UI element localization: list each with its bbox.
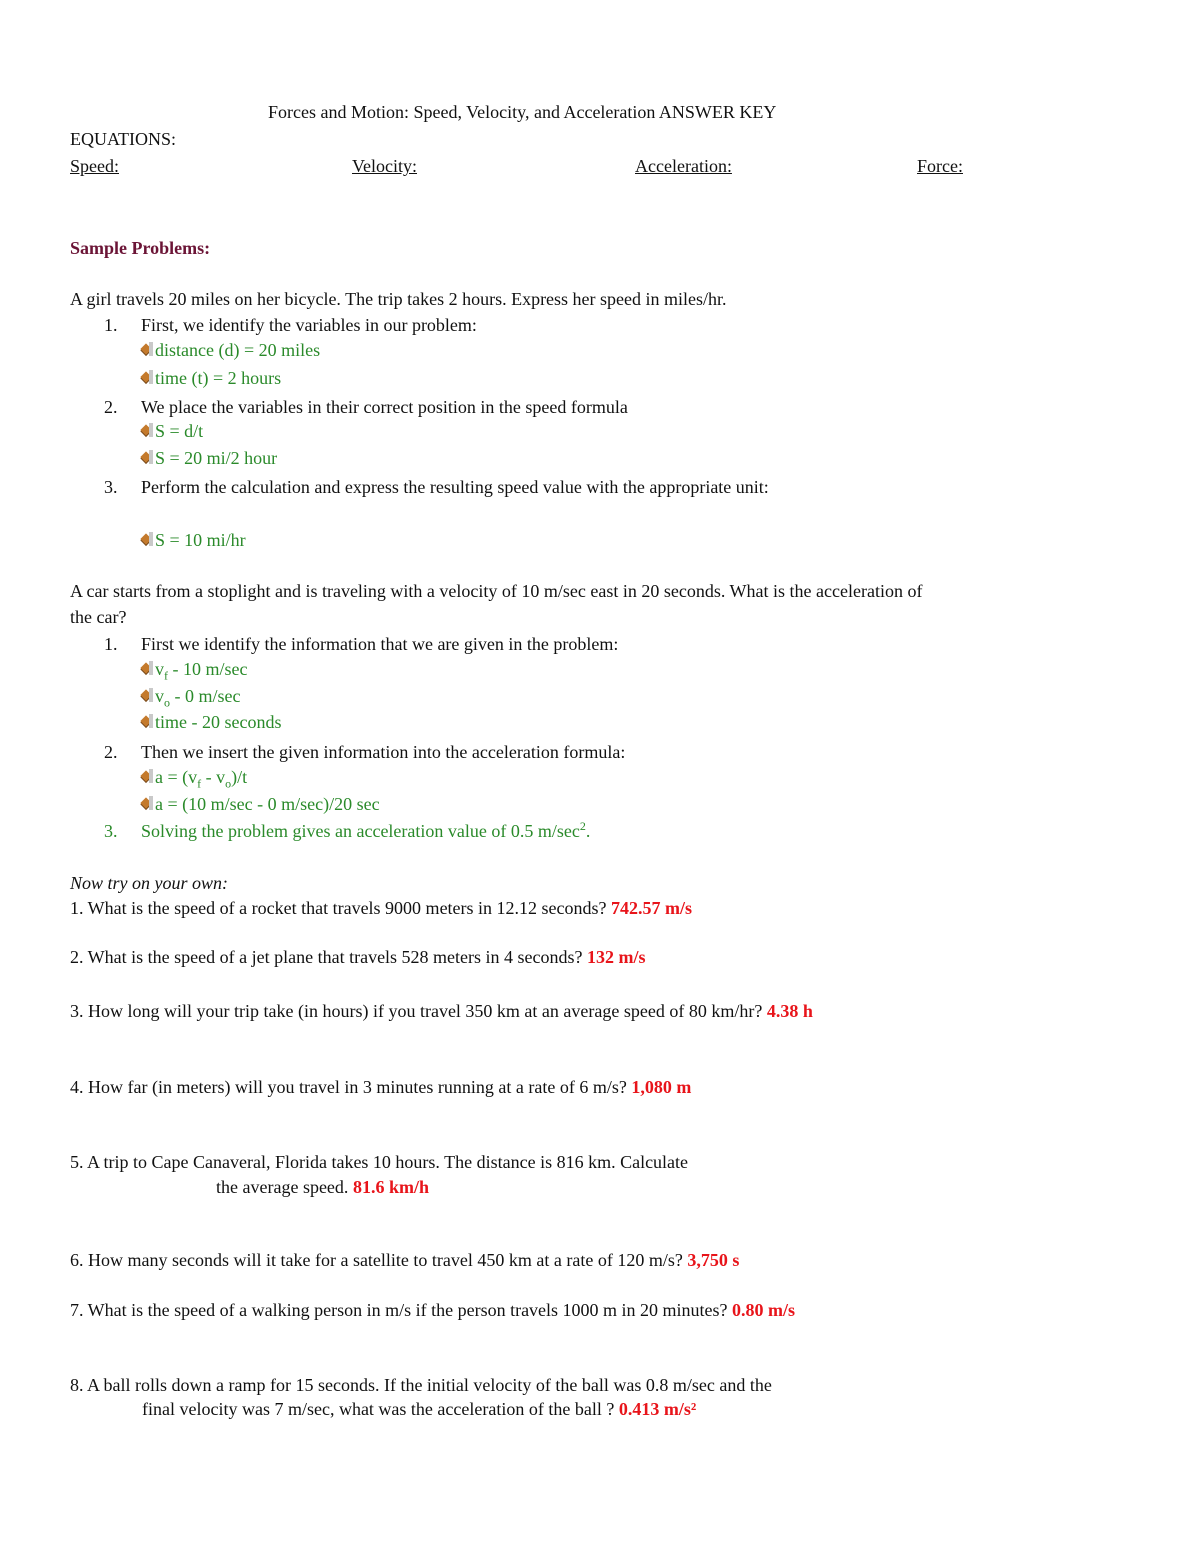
problem1-bullet-formula: S = d/t (142, 421, 203, 442)
problem1-step2: We place the variables in their correct position in the speed formula (141, 397, 628, 417)
problem1-step3: Perform the calculation and express the resulting speed value with the appropriate unit: (141, 477, 769, 497)
problem1-text: A girl travels 20 miles on her bicycle. The trip takes 2 hours. Express her speed in miles/hr. (70, 289, 727, 309)
diamond-bullet-icon (142, 534, 153, 545)
problem2-step1: First we identify the information that we are given in the problem: (141, 634, 619, 654)
problem1-step3-number: 3. (104, 477, 118, 497)
equation-force-label: Force: (917, 156, 963, 176)
answer-2: 132 m/s (587, 947, 646, 967)
problem2-bullet-time: time - 20 seconds (142, 712, 281, 733)
problem2-step3-number: 3. (104, 821, 118, 841)
diamond-bullet-icon (142, 716, 153, 727)
problem2-bullet-substitution: a = (10 m/sec - 0 m/sec)/20 sec (142, 794, 380, 815)
diamond-bullet-icon (142, 798, 153, 809)
answer-4: 1,080 m (631, 1077, 692, 1097)
question-5-line1: 5. A trip to Cape Canaveral, Florida takes 10 hours. The distance is 816 km. Calculate (70, 1152, 689, 1172)
sample-problems-heading: Sample Problems: (70, 238, 211, 258)
question-6: 6. How many seconds will it take for a satellite to travel 450 km at a rate of 120 m/s? 3,750 s (70, 1250, 740, 1270)
problem1-step1-number: 1. (104, 315, 118, 335)
diamond-bullet-icon (142, 690, 153, 701)
question-4: 4. How far (in meters) will you travel in 3 minutes running at a rate of 6 m/s? 1,080 m (70, 1077, 692, 1097)
question-8-line2: final velocity was 7 m/sec, what was the acceleration of the ball ? 0.413 m/s² (142, 1399, 697, 1419)
problem1-bullet-time: time (t) = 2 hours (142, 368, 281, 389)
problem2-text-line2: the car? (70, 607, 127, 627)
problem2-step3: Solving the problem gives an acceleration value of 0.5 $m/\sec^2$. (141, 819, 591, 841)
problem2-bullet-vf: $v_f - 10$ m/sec (142, 659, 247, 680)
problem2-step2-number: 2. (104, 742, 118, 762)
answer-7: 0.80 m/s (732, 1300, 796, 1320)
diamond-bullet-icon (142, 425, 153, 436)
answer-6: 3,750 s (687, 1250, 740, 1270)
question-8-line1: 8. A ball rolls down a ramp for 15 seconds. If the initial velocity of the ball was 0.8 m/sec and the (70, 1375, 772, 1395)
answer-5: 81.6 km/h (352, 1177, 429, 1197)
practice-heading: Now try on your own: (70, 873, 229, 893)
question-3: 3. How long will your trip take (in hours) if you travel 350 km at an average speed of 80 km/hr? 4.38 h (70, 1001, 813, 1021)
diamond-bullet-icon (142, 771, 153, 782)
diamond-bullet-icon (142, 452, 153, 463)
problem2-step1-number: 1. (104, 634, 118, 654)
diamond-bullet-icon (142, 344, 153, 355)
equation-acceleration-label: Acceleration: (635, 156, 732, 176)
problem1-bullet-substitution: S = 20 mi/2 hour (142, 448, 277, 469)
problem2-step2: Then we insert the given information into the acceleration formula: (141, 742, 626, 762)
problem2-bullet-vo: $v_o - 0$ m/sec (142, 686, 240, 707)
equations-label: EQUATIONS: (70, 129, 176, 149)
problem1-bullet-distance: distance (d) = 20 miles (142, 340, 320, 361)
problem2-text-line1: A car starts from a stoplight and is traveling with a velocity of 10 m/sec east in 20 seconds. What is the acceleration of (70, 581, 923, 601)
question-2: 2. What is the speed of a jet plane that travels 528 meters in 4 seconds? 132 m/s (70, 947, 646, 967)
page-title: Forces and Motion: Speed, Velocity, and Acceleration ANSWER KEY (268, 102, 777, 122)
problem1-step2-number: 2. (104, 397, 118, 417)
problem2-bullet-formula: $a = (v_f - v_o)/t$ (142, 767, 247, 788)
equation-speed-label: Speed: (70, 156, 119, 176)
equation-velocity-label: Velocity: (352, 156, 417, 176)
problem1-step1: First, we identify the variables in our problem: (141, 315, 477, 335)
question-5-line2: the average speed. 81.6 km/h (216, 1177, 429, 1197)
answer-3: 4.38 h (766, 1001, 813, 1021)
answer-1: 742.57 m/s (611, 898, 693, 918)
answer-8: 0.413 m/s² (618, 1399, 697, 1419)
question-7: 7. What is the speed of a walking person in m/s if the person travels 1000 m in 20 minutes? 0.80 m/s (70, 1300, 796, 1320)
problem1-bullet-result: S = 10 mi/hr (142, 530, 246, 551)
question-1: 1. What is the speed of a rocket that travels 9000 meters in 12.12 seconds? 742.57 m/s (70, 898, 693, 918)
diamond-bullet-icon (142, 663, 153, 674)
diamond-bullet-icon (142, 372, 153, 383)
